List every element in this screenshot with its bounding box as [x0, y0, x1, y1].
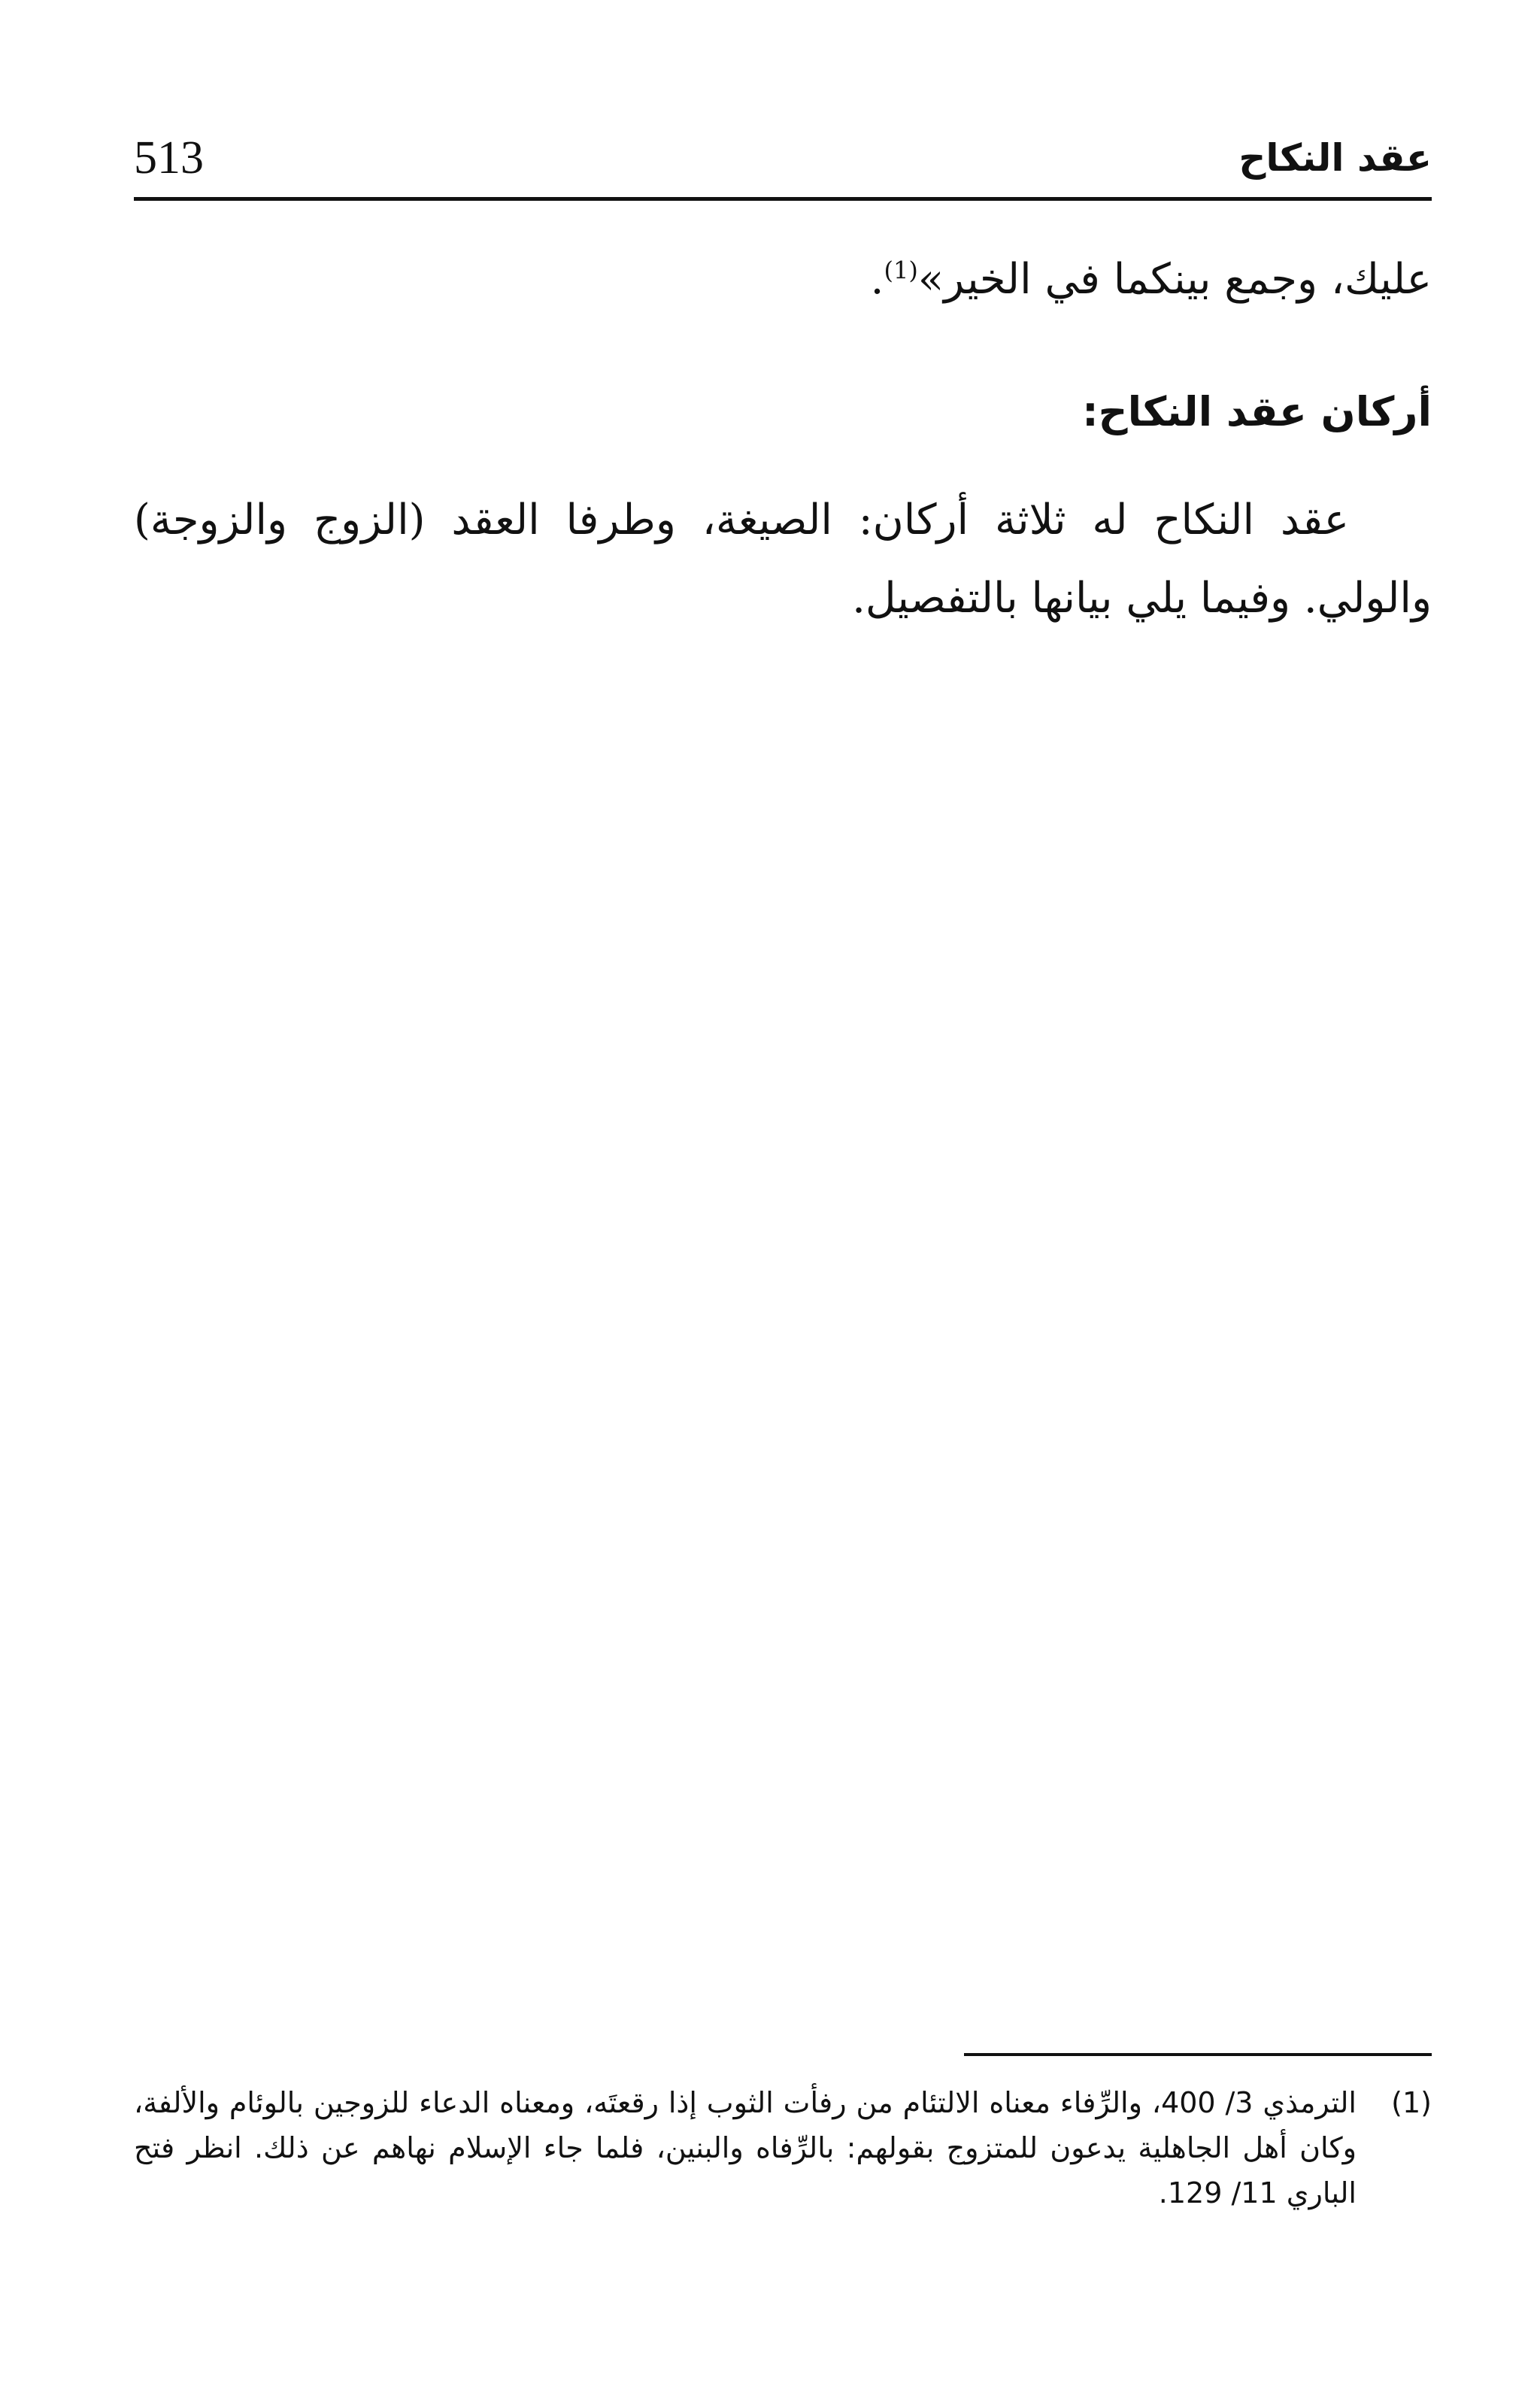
body-paragraph: عقد النكاح له ثلاثة أركان: الصيغة، وطرفا العقد (الزوج والزوجة) والولي. وفيما يلي بيانها بالتفصيل.	[134, 496, 1432, 623]
footnote-reference: (1)	[884, 256, 918, 285]
page-header	[134, 113, 1432, 196]
body-line-text: عليك، وجمع بينكما في الخير»	[917, 255, 1432, 304]
running-title: عقد النكاح	[1238, 136, 1432, 180]
body-line-end: .	[870, 255, 884, 304]
header-rule	[134, 197, 1432, 201]
body-line-continuation	[871, 248, 1432, 311]
footnote-text: الترمذي 3/ 400، والرِّفاء معناه الالتئام من رفأت الثوب إذا رقعتَه، ومعناه الدعاء للزوجين بالوئام والألفة، وكان أهل الجاهلية يدعون للمتزوج بقولهم: بالرِّفاه والبنين، فلما جاء الإسلام نهاهم عن ذلك. انظر فتح الباري 11/ 129.	[134, 2086, 1357, 2209]
footnote	[134, 2080, 1432, 2215]
footnote-separator	[964, 2053, 1432, 2056]
footnote-marker: (1)	[1391, 2086, 1432, 2119]
page-number: 513	[134, 132, 204, 183]
section-heading: أركان عقد النكاح:	[1082, 388, 1432, 435]
